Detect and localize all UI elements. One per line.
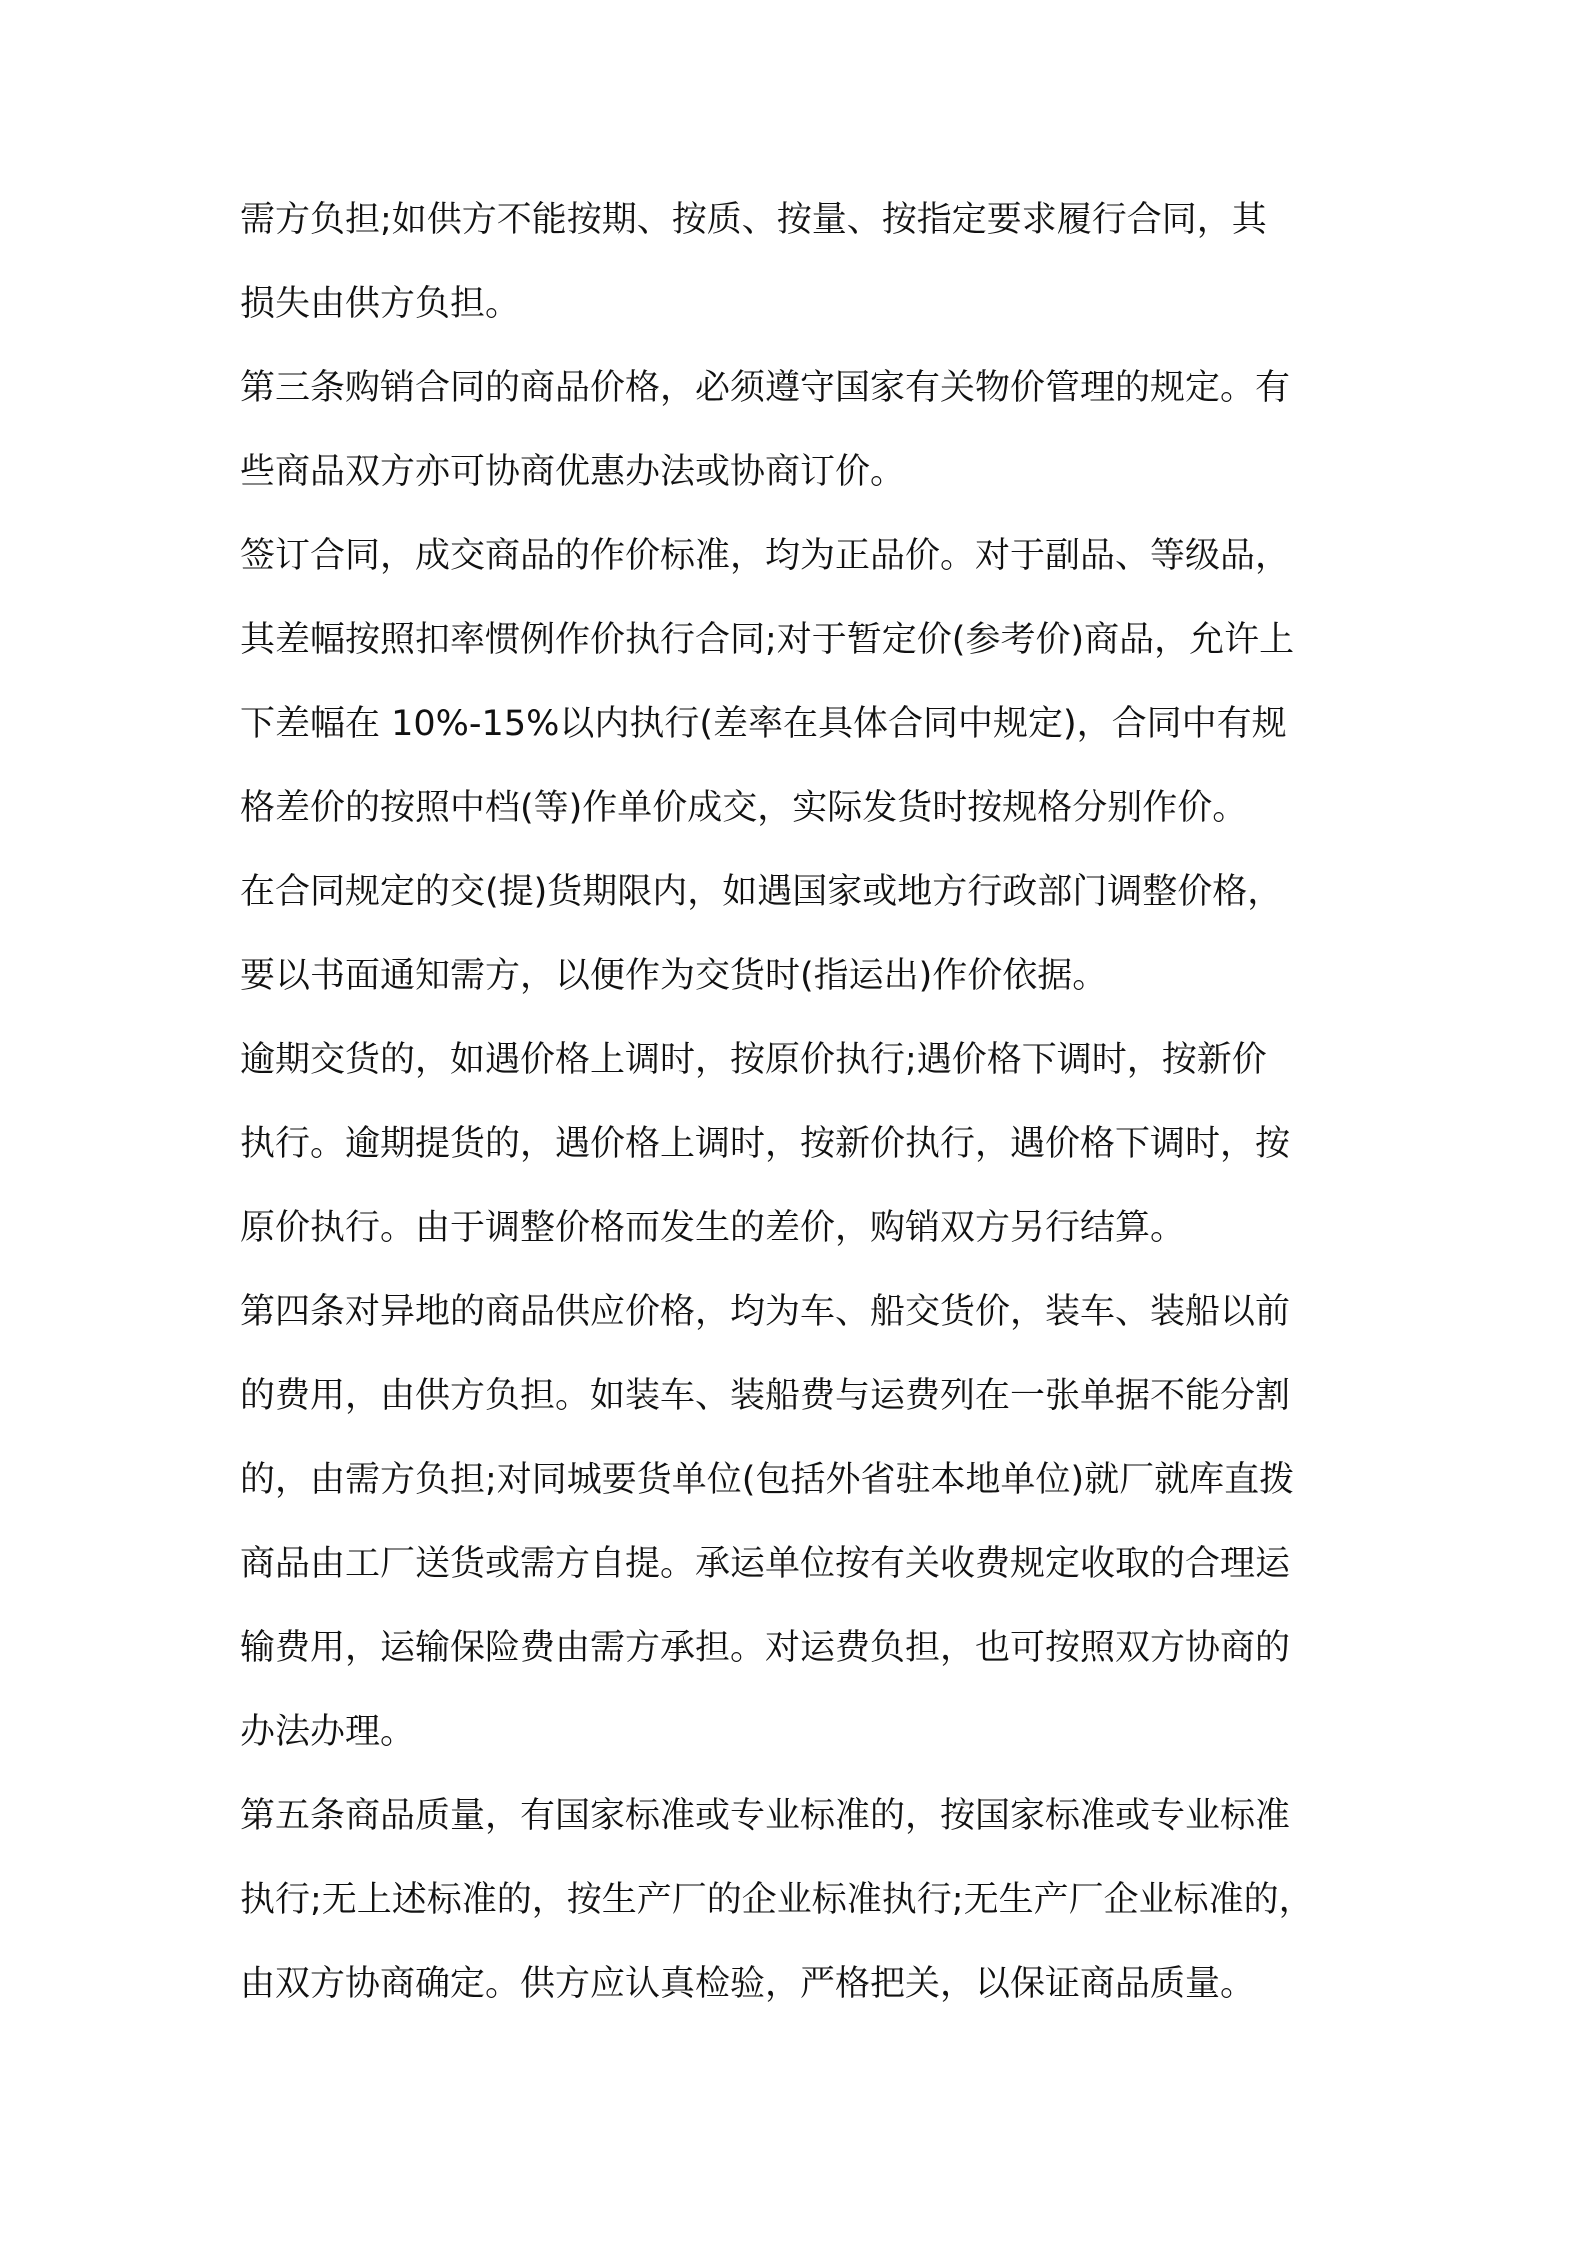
text-line: 执行;无上述标准的，按生产厂的企业标准执行;无生产厂企业标准的，: [240, 1880, 1314, 1920]
text-line: 在合同规定的交(提)货期限内，如遇国家或地方行政部门调整价格，: [240, 872, 1283, 912]
text-line: 商品由工厂送货或需方自提。承运单位按有关收费规定收取的合理运: [240, 1544, 1291, 1584]
text-line: 损失由供方负担。: [240, 284, 521, 324]
article-4-heading-line: 第四条对异地的商品供应价格，均为车、船交货价，装车、装船以前: [240, 1292, 1291, 1332]
article-5-heading-line: 第五条商品质量，有国家标准或专业标准的，按国家标准或专业标准: [240, 1796, 1291, 1836]
text-line: 执行。逾期提货的，遇价格上调时，按新价执行，遇价格下调时，按: [240, 1124, 1291, 1164]
text-line: 签订合同，成交商品的作价标准，均为正品价。对于副品、等级品，: [240, 536, 1291, 576]
text-line: 原价执行。由于调整价格而发生的差价，购销双方另行结算。: [240, 1208, 1186, 1248]
text-line: 的费用，由供方负担。如装车、装船费与运费列在一张单据不能分割: [240, 1376, 1291, 1416]
text-line: 些商品双方亦可协商优惠办法或协商订价。: [240, 452, 906, 492]
text-line: 格差价的按照中档(等)作单价成交，实际发货时按规格分别作价。: [240, 788, 1248, 828]
text-line: 办法办理。: [240, 1712, 416, 1752]
text-line: 其差幅按照扣率惯例作价执行合同;对于暂定价(参考价)商品，允许上: [240, 620, 1295, 660]
text-line: 由双方协商确定。供方应认真检验，严格把关，以保证商品质量。: [240, 1964, 1256, 2004]
text-line: 逾期交货的，如遇价格上调时，按原价执行;遇价格下调时，按新价: [240, 1040, 1267, 1080]
text-line: 要以书面通知需方，以便作为交货时(指运出)作价依据。: [240, 956, 1108, 996]
text-line: 需方负担;如供方不能按期、按质、按量、按指定要求履行合同，其: [240, 200, 1267, 240]
article-3-heading-line: 第三条购销合同的商品价格，必须遵守国家有关物价管理的规定。有: [240, 368, 1291, 408]
text-line: 的，由需方负担;对同城要货单位(包括外省驻本地单位)就厂就库直拨: [240, 1460, 1295, 1500]
text-line: 下差幅在 10%-15%以内执行(差率在具体合同中规定)，合同中有规: [240, 704, 1287, 744]
text-line: 输费用，运输保险费由需方承担。对运费负担，也可按照双方协商的: [240, 1628, 1291, 1668]
contract-text-body: [240, 199, 1360, 2047]
